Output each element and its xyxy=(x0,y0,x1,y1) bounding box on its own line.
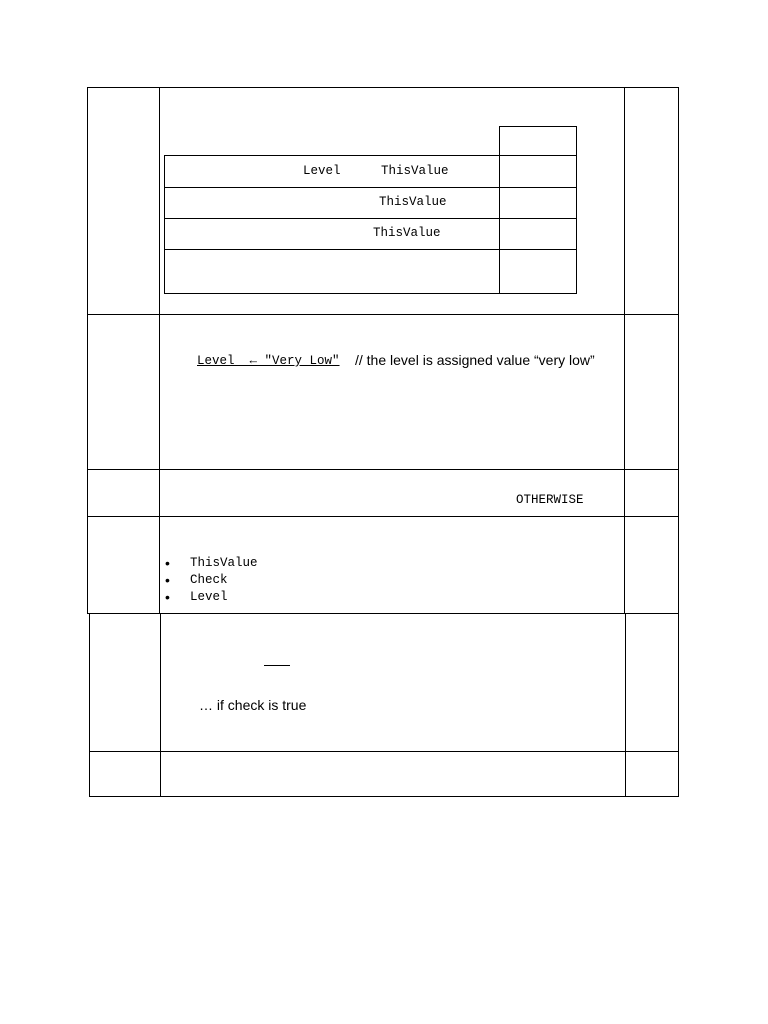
inner-table-value-label: ThisValue xyxy=(381,164,449,178)
inner-table-value-label: ThisValue xyxy=(373,226,441,240)
list-item: • ThisValue xyxy=(165,555,258,572)
column-divider-right xyxy=(624,87,625,614)
inner-table-header-cell xyxy=(499,126,577,156)
column-divider-left xyxy=(160,613,161,797)
otherwise-keyword: OTHERWISE xyxy=(516,493,584,507)
row-divider xyxy=(87,469,679,470)
row-divider xyxy=(87,516,679,517)
inner-table-body xyxy=(164,155,577,294)
list-item: • Check xyxy=(165,572,258,589)
variable-list xyxy=(165,555,258,606)
row-divider xyxy=(89,751,679,752)
inner-table-row-divider xyxy=(164,187,577,188)
inner-table-row-divider xyxy=(164,249,577,250)
row-divider xyxy=(87,314,679,315)
inner-table-column-divider xyxy=(499,155,500,294)
inner-table-row-divider xyxy=(164,218,577,219)
blank-line-mark xyxy=(264,665,290,666)
column-divider-left xyxy=(159,87,160,614)
table-block-lower xyxy=(89,613,679,797)
condition-note: … if check is true xyxy=(199,697,307,713)
column-divider-right xyxy=(625,613,626,797)
list-item: • Level xyxy=(165,589,258,606)
inner-table-level-label: Level xyxy=(303,164,341,178)
assignment-code: Level ← "Very Low" xyxy=(197,354,340,368)
assignment-comment: // the level is assigned value “very low” xyxy=(355,352,595,368)
inner-table-value-label: ThisValue xyxy=(379,195,447,209)
